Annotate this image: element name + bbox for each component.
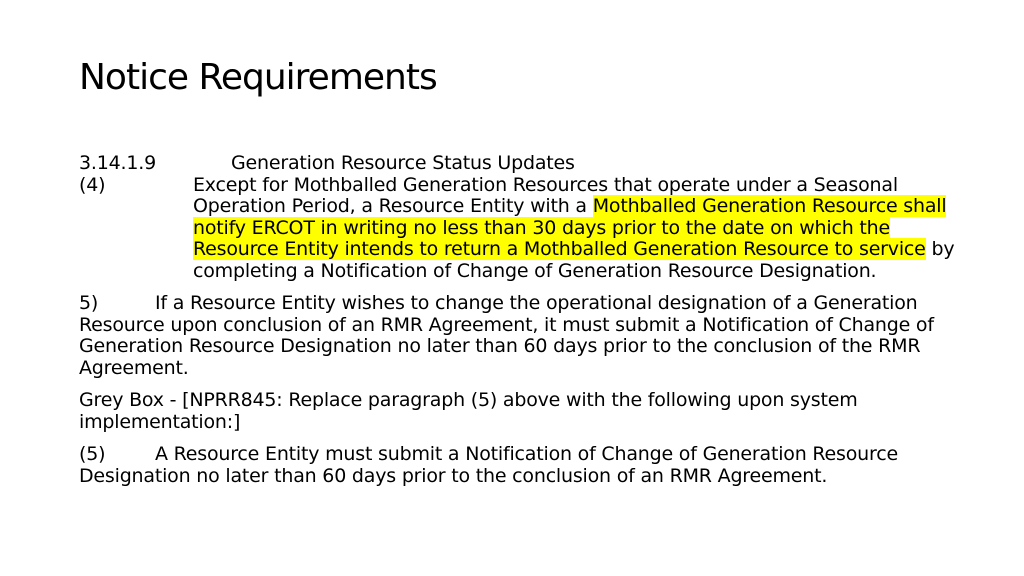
paragraph-4-text-after: by completing a Notification of Change of Generation Resource Designation. [193,238,955,282]
section-heading [79,153,959,175]
section-number: 3.14.1.9 [79,152,156,174]
paragraph-4-highlight: Mothballed Generation Resource shall notify ERCOT in writing no less than 30 days prior to the date on which the Resource Entity intends to return a Mothballed Generation Resource to service [193,195,947,260]
paragraph-5-replacement [79,444,959,487]
paragraph-4-text [193,175,959,283]
paragraph-5-replacement-text: A Resource Entity must submit a Notification of Change of Generation Resource Designation no later than 60 days prior to the conclusion of an RMR Agreement. [79,443,898,487]
grey-box-note: Grey Box - [NPRR845: Replace paragraph (5) above with the following upon system implementation:] [79,389,858,433]
paragraph-5-replacement-number: (5) [79,443,106,465]
slide-body [79,153,959,487]
page-title: Notice Requirements [79,57,437,98]
paragraph-4 [79,175,959,283]
paragraph-5-number: 5) [79,292,99,314]
paragraph-5 [79,293,959,379]
section-title: Generation Resource Status Updates [231,152,575,174]
paragraph-5-text: If a Resource Entity wishes to change the operational designation of a Generation Resource upon conclusion of an RMR Agreement, it must submit a Notification of Change of Generation Resource Designation no later than 60 days prior to the conclusion of the RMR Agreement. [79,292,934,379]
paragraph-4-text-before: Except for Mothballed Generation Resources that operate under a Seasonal Operation Period, a Resource Entity with a [193,173,898,217]
paragraph-4-number: (4) [79,173,106,196]
